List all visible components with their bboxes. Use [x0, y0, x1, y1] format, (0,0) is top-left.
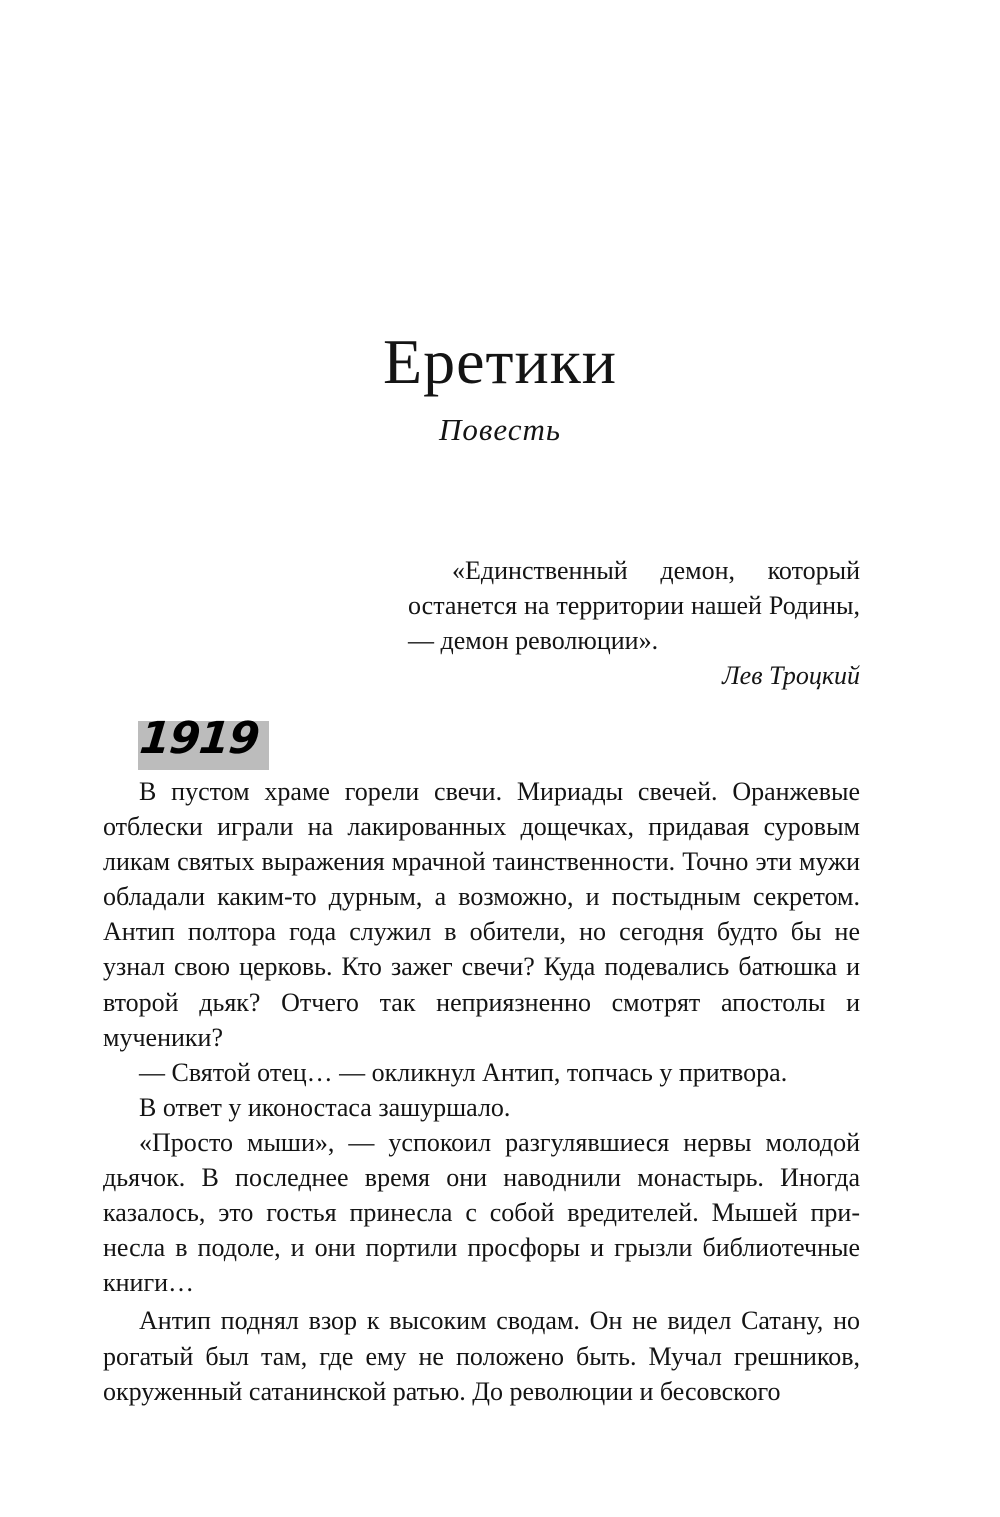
page-title: Еретики: [382, 326, 618, 397]
epigraph-author: Лев Троцкий: [722, 661, 860, 690]
paragraph: «Просто мыши», — успокоил разгулявшиеся нервы молодой дьячок. В последнее время они наводнили монастырь. Иногда казалось, это гостья принесла с собой вредителей. Мышей принесла в подоле, и они портили просфоры и грызли библиотечные книги…: [103, 1127, 860, 1298]
paragraph: — Святой отец… — окликнул Антип, топчась у притвора.: [139, 1057, 788, 1087]
epigraph-text: «Единственный демон, который останется на территории нашей Родины, — демон революции».: [408, 556, 860, 655]
story-text: [103, 774, 860, 1409]
year-label: 1919: [137, 713, 262, 764]
paragraph: Антип поднял взор к высоким сводам. Он не видел Сатану, но рогатый был там, где ему не положено быть. Мучал грешников, окруженный сатанинской ратью. До революции и бесовского: [103, 1306, 860, 1406]
epigraph: [408, 553, 860, 693]
paragraph: В пустом храме горели свечи. Мириады свечей. Оранжевые отблески играли на лакированных дощечках, придавая суровым ликам святых выражения мрачной таинственности. Точно эти мужи обладали каким-то дурным, а возможно, и постыдным секретом. Антип полтора года служил в обители, но сегодня будто бы не узнал свою церковь. Кто зажег свечи? Куда подевались батюшка и второй дьяк? Отчего так неприязненно смотрят апостолы и мученики?: [103, 777, 860, 1052]
page-subtitle: Повесть: [439, 412, 561, 447]
paragraph: В ответ у иконостаса зашуршало.: [139, 1092, 511, 1122]
